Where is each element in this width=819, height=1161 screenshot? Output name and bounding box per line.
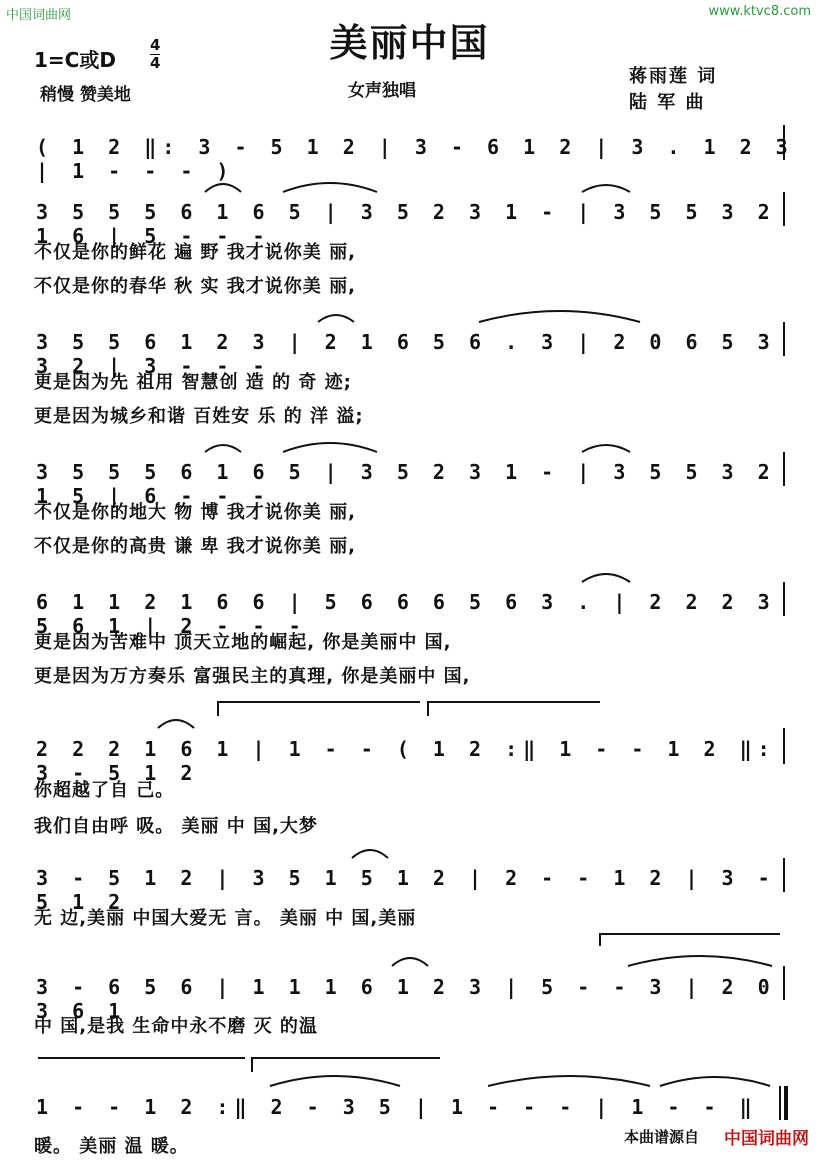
staff-line-4: 6 1 1 2 1 6 6 | 5 6 6 6 5 6 3 . | 2 2 2 3 5 6 1 | 2 - - - bbox=[36, 590, 776, 638]
staff-line-2: 3 5 5 6 1 2 3 | 2 1 6 5 6 . 3 | 2 0 6 5 3 3 2 | 3 - - - bbox=[36, 330, 776, 378]
source-label: 本曲谱源自 bbox=[623, 1128, 699, 1146]
song-title: 美丽中国 bbox=[329, 21, 490, 65]
lyricist-credit: 蒋雨莲 词 bbox=[629, 66, 718, 87]
staff-line-3: 3 5 5 5 6 1 6 5 | 3 5 2 3 1 - | 3 5 5 3 2 1 5 | 6 - - - bbox=[36, 460, 776, 508]
composer-credit: 陆 军 曲 bbox=[629, 92, 706, 113]
watermark-right: www.ktvc8.com bbox=[708, 4, 811, 19]
intro-staff: ( 1 2 ‖: 3 - 5 1 2 | 3 - 6 1 2 | 3 . 1 2 3 | 1 - - - ) bbox=[36, 135, 794, 183]
subtitle: 女声独唱 bbox=[348, 81, 416, 101]
lyric-line-5a: 你超越了自 己。 bbox=[34, 780, 175, 801]
lyric-line-4a: 更是因为苦难中 顶天立地的崛起, 你是美丽中 国, bbox=[34, 632, 452, 653]
lyric-line-2b: 更是因为城乡和谐 百姓安 乐 的 洋 溢; bbox=[34, 406, 364, 427]
meter-bottom: 4 bbox=[150, 54, 161, 72]
lyric-line-3a: 不仅是你的地大 物 博 我才说你美 丽, bbox=[34, 502, 356, 523]
watermark-left: 中国词曲网 bbox=[6, 8, 72, 23]
staff-line-1: 3 5 5 5 6 1 6 5 | 3 5 2 3 1 - | 3 5 5 3 2 1 6 | 5 - - - bbox=[36, 200, 776, 248]
lyric-line-6: 无 边,美丽 中国大爱无 言。 美丽 中 国,美丽 bbox=[34, 908, 417, 929]
lyric-line-3b: 不仅是你的高贵 谦 卑 我才说你美 丽, bbox=[34, 536, 356, 557]
staff-line-7: 3 - 6 5 6 | 1 1 1 6 1 2 3 | 5 - - 3 | 2 0 3 6 1 bbox=[36, 975, 776, 1023]
lyric-line-5b: 我们自由呼 吸。 美丽 中 国,大梦 bbox=[34, 816, 318, 837]
lyric-line-7: 中 国,是我 生命中永不磨 灭 的温 bbox=[34, 1016, 318, 1037]
staff-line-8: 1 - - 1 2 :‖ 2 - 3 5 | 1 - - - | 1 - - ‖ bbox=[36, 1095, 758, 1119]
staff-line-6: 3 - 5 1 2 | 3 5 1 5 1 2 | 2 - - 1 2 | 3 - 5 1 2 bbox=[36, 866, 776, 914]
lyric-line-1a: 不仅是你的鲜花 遍 野 我才说你美 丽, bbox=[34, 242, 356, 263]
key-signature: 1=C或D bbox=[34, 48, 116, 72]
lyric-line-4b: 更是因为万方奏乐 富强民主的真理, 你是美丽中 国, bbox=[34, 666, 471, 687]
tempo-marking: 稍慢 赞美地 bbox=[40, 85, 131, 105]
lyric-line-8: 暖。 美丽 温 暖。 bbox=[34, 1136, 189, 1157]
lyric-line-1b: 不仅是你的春华 秋 实 我才说你美 丽, bbox=[34, 276, 356, 297]
time-signature bbox=[150, 38, 160, 71]
staff-line-5: 2 2 2 1 6 1 | 1 - - ( 1 2 :‖ 1 - - 1 2 ‖: 3 - 5 1 2 bbox=[36, 737, 776, 785]
lyric-line-2a: 更是因为先 祖用 智慧创 造 的 奇 迹; bbox=[34, 372, 352, 393]
source-site: 中国词曲网 bbox=[724, 1129, 809, 1149]
meter-top: 4 bbox=[150, 36, 161, 54]
